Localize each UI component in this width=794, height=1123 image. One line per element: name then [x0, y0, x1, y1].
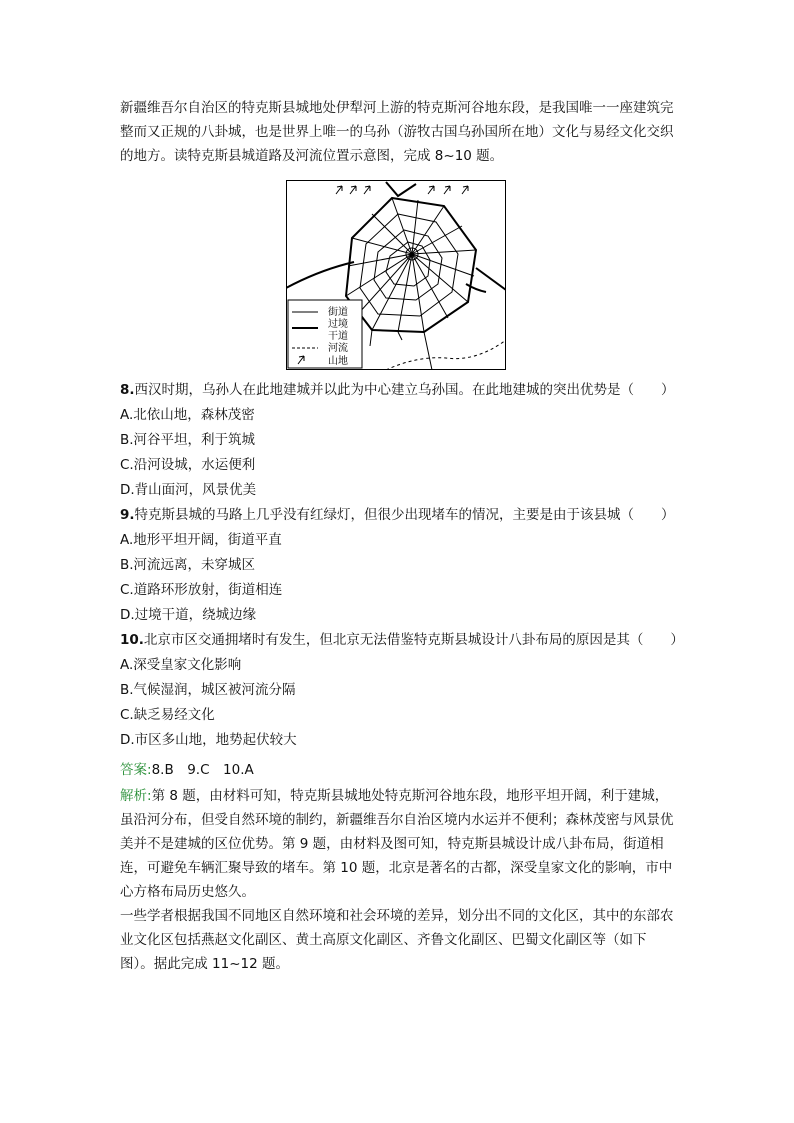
question-8	[120, 380, 675, 400]
question-10	[120, 630, 684, 650]
question-stem: 特克斯县城的马路上几乎没有红绿灯，但很少出现堵车的情况，主要是由于该县城（ ）	[134, 507, 675, 523]
intro-paragraph: 新疆维吾尔自治区的特克斯县城地处伊犁河上游的特克斯河谷地东段，是我国唯一一座建筑完整而又正规的八卦城，也是世界上唯一的乌孙（游牧古国乌孙国所在地）文化与易经文化交织的地方。读特克斯县城道路及河流位置示意图，完成 8~10 题。	[120, 100, 674, 164]
option-10c: C.缺乏易经文化	[120, 707, 215, 723]
answer-line	[120, 760, 254, 780]
question-stem: 西汉时期，乌孙人在此地建城并以此为中心建立乌孙国。在此地建城的突出优势是（ ）	[134, 382, 675, 398]
option-10d: D.市区多山地，地势起伏较大	[120, 732, 297, 748]
legend-streets: 街道	[328, 307, 348, 318]
answer-value: 8.B 9.C 10.A	[151, 762, 254, 778]
legend-mountain: 山地	[328, 356, 348, 367]
tekes-road-river-map	[286, 180, 506, 370]
legend-river: 河流	[328, 343, 348, 354]
option-9d: D.过境干道，绕城边缘	[120, 607, 257, 623]
map-legend	[288, 300, 362, 368]
question-9	[120, 505, 675, 525]
question-number: 10.	[120, 632, 144, 648]
option-9c: C.道路环形放射，街道相连	[120, 582, 283, 598]
legend-through: 过境	[328, 319, 348, 330]
question-stem: 北京市区交通拥堵时有发生，但北京无法借鉴特克斯县城设计八卦布局的原因是其（ ）	[143, 632, 684, 648]
analysis-label: 解析:	[120, 788, 152, 804]
question-number: 8.	[120, 382, 135, 398]
option-8a: A.北依山地，森林茂密	[120, 407, 255, 423]
legend-arterial: 干道	[328, 331, 348, 342]
option-9b: B.河流远离，未穿城区	[120, 557, 256, 573]
option-8b: B.河谷平坦，利于筑城	[120, 432, 256, 448]
option-9a: A.地形平坦开阔，街道平直	[120, 532, 282, 548]
option-10b: B.气候湿润，城区被河流分隔	[120, 682, 296, 698]
analysis-text: 第 8 题，由材料可知，特克斯县城地处特克斯河谷地东段，地形平坦开阔，利于建城，虽沿河分布，但受自然环境的制约，新疆维吾尔自治区境内水运并不便利；森林茂密与风景优美并不是建城的区位优势。第 9 题，由材料及图可知，特克斯县城设计成八卦布局，街道相连，可避免车辆汇聚导致的堵车。第 10 题，北京是著名的古都，深受皇家文化的影响，市中心方格布局历史悠久。	[120, 788, 674, 900]
analysis-paragraph	[120, 784, 680, 904]
outro-paragraph: 一些学者根据我国不同地区自然环境和社会环境的差异，划分出不同的文化区，其中的东部农业文化区包括燕赵文化副区、黄土高原文化副区、齐鲁文化副区、巴蜀文化副区等（如下图）。据此完成 11~12 题。	[120, 908, 674, 972]
answer-label: 答案:	[120, 762, 152, 778]
option-10a: A.深受皇家文化影响	[120, 657, 242, 673]
option-8c: C.沿河设城，水运便利	[120, 457, 256, 473]
question-number: 9.	[120, 507, 135, 523]
option-8d: D.背山面河，风景优美	[120, 482, 257, 498]
